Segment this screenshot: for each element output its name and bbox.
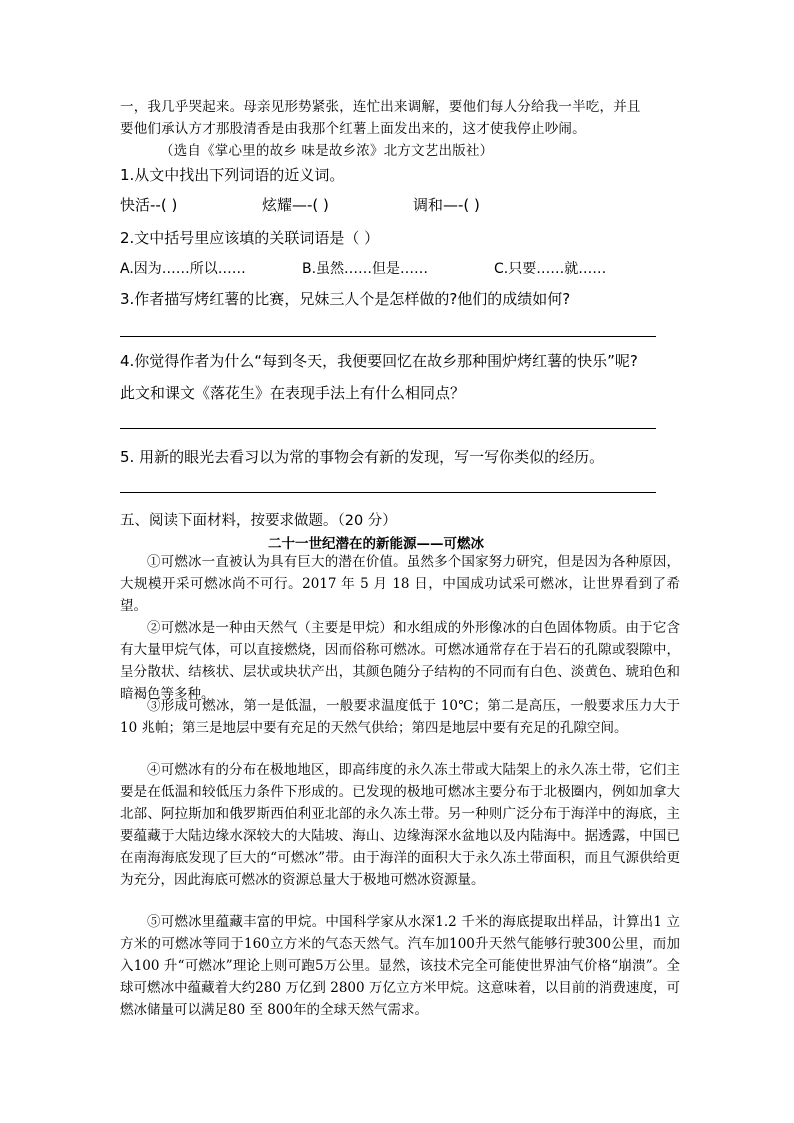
answer-line-3[interactable] (120, 336, 656, 337)
excerpt-line-1: 一，我几乎哭起来。母亲见形势紧张，连忙出来调解，要他们每人分给我一半吃，并且 (120, 99, 641, 115)
article-paragraph-3: ③形成可燃冰，第一是低温，一般要求温度低于 10℃；第二是高压，一般要求压力大于 10 兆帕；第三是地层中要有充足的天然气供给；第四是地层中要有充足的孔隙空间。 (120, 698, 680, 736)
q2-option-c[interactable]: C.只要……就…… (494, 261, 607, 277)
answer-line-4[interactable] (120, 428, 656, 429)
article-paragraph-5: ⑤可燃冰里蕴藏丰富的甲烷。中国科学家从水深1.2 千米的海底提取出样品，计算出1 立方米的可燃冰等同于160立方米的气态天然气。汽车加100升天然气能够行驶300公里，而加入100 升“可燃冰”理论上则可跑5万公里。显然，该技术完全可能使世界油气价格“崩溃”。全球可燃冰中蕴藏着大约280 万亿到 2800 万亿立方米甲烷。这意味着，以目前的消费速度，可燃冰储量可以满足80 至 800年的全球天然气需求。 (120, 914, 680, 1018)
question-3: 3.作者描写烤红薯的比赛，兄妹三人个是怎样做的?他们的成绩如何? (120, 290, 571, 308)
question-4-line-1: 4.你觉得作者为什么“每到冬天，我便要回忆在故乡那种围炉烤红薯的快乐”呢? (120, 352, 638, 370)
article-title: 二十一世纪潜在的新能源——可燃冰 (268, 536, 484, 552)
question-5: 5. 用新的眼光去看习以为常的事物会有新的发现，写一写你类似的经历。 (120, 448, 605, 466)
section-five-heading: 五、阅读下面材料，按要求做题。（20 分） (120, 513, 397, 529)
q2-option-b[interactable]: B.虽然……但是…… (302, 261, 429, 277)
q1-blank-1[interactable]: 快活--( ) (120, 196, 178, 214)
excerpt-line-2: 要他们承认方才那股清香是由我那个红薯上面发出来的，这才使我停止吵闹。 (120, 121, 586, 137)
q1-blank-2[interactable]: 炫耀—-( ) (262, 196, 329, 214)
q1-blank-3[interactable]: 调和—-( ) (413, 196, 480, 214)
question-2: 2.文中括号里应该填的关联词语是（ ） (120, 229, 380, 247)
article-paragraph-4: ④可燃冰有的分布在极地地区，即高纬度的永久冻土带或大陆架上的永久冻土带，它们主要是在低温和较低压力条件下形成的。已发现的极地可燃冰主要分布于北极圈内，例如加拿大北部、阿拉斯加和俄罗斯西伯利亚北部的永久冻土带。另一种则广泛分布于海洋中的海底，主要蕴藏于大陆边缘水深较大的大陆坡、海山、边缘海深水盆地以及内陆海中。据透露，中国已在南海海底发现了巨大的“可燃冰”带。由于海洋的面积大于永久冻土带面积，而且气源供给更为充分，因此海底可燃冰的资源总量大于极地可燃冰资源量。 (120, 762, 680, 888)
answer-line-5[interactable] (120, 492, 656, 493)
article-paragraph-1: ①可燃冰一直被认为具有巨大的潜在价值。虽然多个国家努力研究，但是因为各种原因，大规模开采可燃冰尚不可行。2017 年 5 月 18 日，中国成功试采可燃冰，让世界看到了希望。 (120, 554, 680, 614)
article-paragraph-2: ②可燃冰是一种由天然气（主要是甲烷）和水组成的外形像冰的白色固体物质。由于它含有大量甲烷气体，可以直接燃烧，因而俗称可燃冰。可燃冰通常存在于岩石的孔隙或裂隙中，呈分散状、结核状、层状或块状产出，其颜色随分子结构的不同而有白色、淡黄色、琥珀色和暗褐色等多种。 (120, 620, 680, 702)
q2-option-a[interactable]: A.因为……所以…… (120, 261, 246, 277)
excerpt-source: （选自《掌心里的故乡 味是故乡浓》北方文艺出版社） (160, 143, 494, 159)
question-1: 1.从文中找出下列词语的近义词。 (120, 166, 345, 184)
question-4-line-2: 此文和课文《落花生》在表现手法上有什么相同点？ (120, 384, 466, 402)
